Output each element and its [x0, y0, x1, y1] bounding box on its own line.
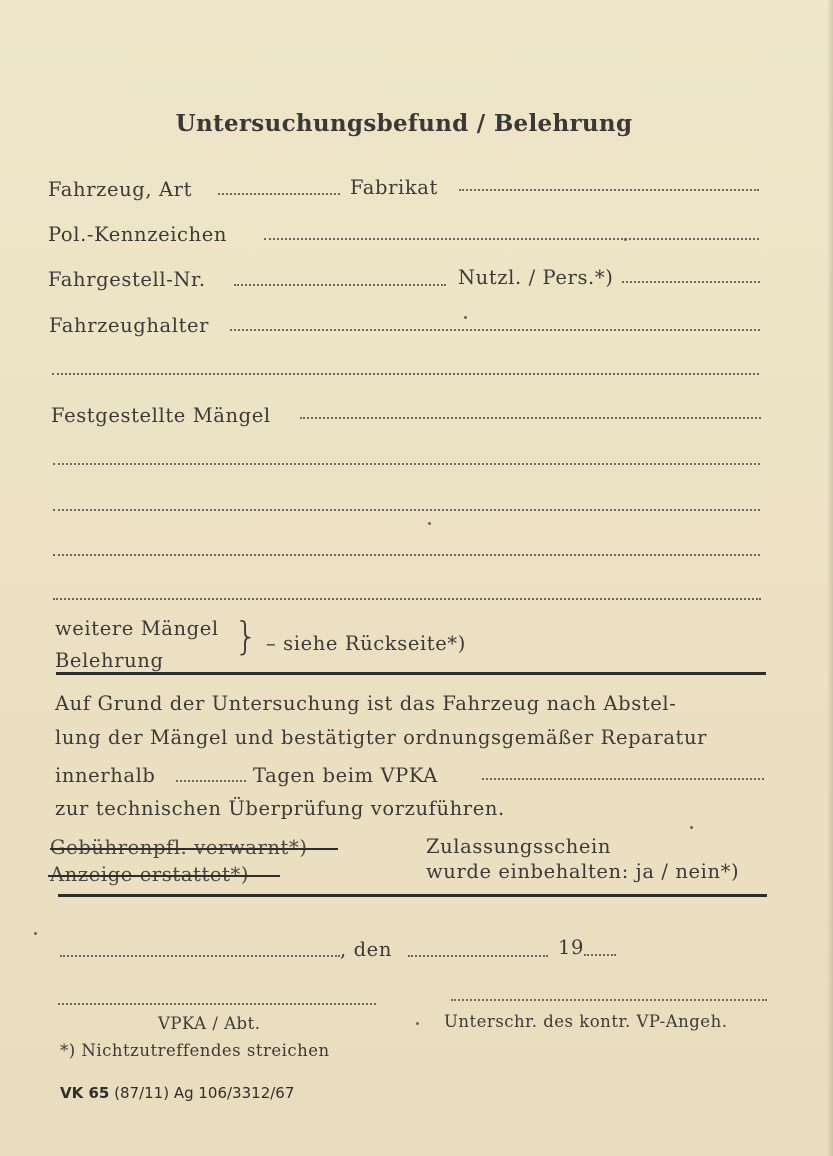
paper-speck: [428, 522, 431, 525]
label-maengel: Festgestellte Mängel: [51, 404, 271, 427]
field-nutzl-pers[interactable]: [622, 281, 760, 283]
card-edge-shadow: [827, 0, 833, 1156]
option-gebuehrenpfl-verwarnt: Gebührenpfl. verwarnt*): [50, 836, 308, 859]
divider-upper: [56, 672, 766, 675]
paper-speck: [34, 932, 37, 935]
paper-speck: [464, 316, 467, 319]
field-ort[interactable]: [60, 955, 340, 957]
field-maengel-line-3[interactable]: [53, 509, 760, 511]
field-fabrikat[interactable]: [459, 189, 759, 191]
field-year[interactable]: [584, 954, 616, 956]
label-vpka-abt: VPKA / Abt.: [158, 1014, 261, 1033]
label-year-19: 19: [558, 936, 585, 959]
field-maengel-line-4[interactable]: [53, 554, 760, 556]
strikethrough-anzeige: [48, 875, 280, 877]
field-tage[interactable]: [176, 780, 246, 782]
label-fahrzeug-art: Fahrzeug, Art: [48, 178, 193, 201]
field-maengel-line-2[interactable]: [53, 463, 760, 465]
label-fabrikat: Fabrikat: [350, 176, 438, 199]
paragraph-line-2: lung der Mängel und bestätigter ordnungsgemäßer Reparatur: [55, 726, 708, 749]
form-title: Untersuchungsbefund / Belehrung: [175, 110, 633, 137]
strikethrough-gebuehr: [50, 848, 338, 850]
form-code-rest: (87/11) Ag 106/3312/67: [114, 1084, 295, 1102]
paragraph-line-4: zur technischen Überprüfung vorzuführen.: [55, 797, 505, 820]
paper-speck: [624, 238, 627, 241]
field-datum[interactable]: [408, 955, 548, 957]
option-anzeige-erstattet: Anzeige erstattet*): [50, 863, 250, 886]
field-maengel[interactable]: [300, 417, 761, 419]
field-unterschrift[interactable]: [451, 999, 767, 1001]
paper-speck: [690, 826, 693, 829]
field-maengel-line-5[interactable]: [53, 598, 761, 600]
label-fahrgestell: Fahrgestell-Nr.: [48, 268, 206, 291]
field-vpka[interactable]: [482, 778, 764, 780]
field-kennzeichen[interactable]: [264, 238, 759, 240]
label-den: , den: [340, 938, 392, 961]
field-halter[interactable]: [230, 329, 760, 331]
label-kennzeichen: Pol.-Kennzeichen: [48, 223, 228, 246]
label-belehrung: Belehrung: [55, 649, 164, 672]
label-tagen-beim-vpka: Tagen beim VPKA: [253, 764, 438, 787]
label-halter: Fahrzeughalter: [49, 314, 210, 337]
curly-brace: }: [234, 614, 259, 658]
label-nutzl-pers: Nutzl. / Pers.*): [458, 266, 614, 289]
label-weitere-maengel: weitere Mängel: [55, 617, 219, 640]
label-einbehalten: wurde einbehalten: ja / nein*): [426, 860, 740, 883]
label-siehe-rueckseite: – siehe Rückseite*): [266, 632, 466, 655]
form-code: [60, 1084, 294, 1102]
footnote: *) Nichtzutreffendes streichen: [60, 1041, 330, 1060]
field-fahrzeug-art[interactable]: [218, 193, 340, 195]
label-unterschrift: Unterschr. des kontr. VP-Angeh.: [444, 1012, 728, 1031]
field-vpka-abt[interactable]: [58, 1003, 376, 1005]
form-code-vk: VK 65: [60, 1084, 110, 1102]
field-fahrgestell[interactable]: [234, 284, 446, 286]
label-zulassungsschein: Zulassungsschein: [426, 835, 612, 858]
paragraph-line-1: Auf Grund der Untersuchung ist das Fahrzeug nach Abstel-: [55, 692, 677, 715]
field-halter-line-2[interactable]: [52, 373, 759, 375]
paper-speck: [416, 1022, 419, 1025]
label-innerhalb: innerhalb: [55, 764, 156, 787]
divider-lower: [58, 894, 767, 897]
